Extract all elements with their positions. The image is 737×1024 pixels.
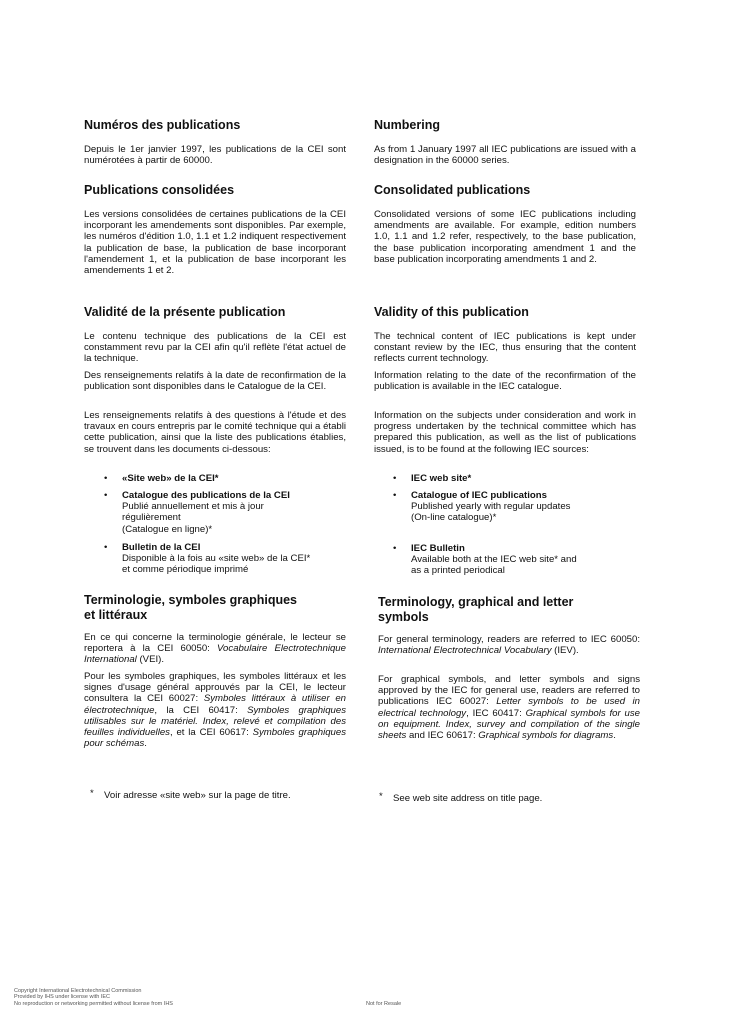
heading-terminologie: Terminologie, symboles graphiques et littéraux [84,593,298,622]
bullet-icon: • [393,490,397,501]
text-numeros: Depuis le 1er janvier 1997, les publications de la CEI sont numérotées à partir de 60000. [84,144,346,167]
bullet-icon: • [393,473,397,484]
footnote: * Voir adresse «site web» sur la page de titre. [90,788,291,801]
list-item: • «Site web» de la CEI* [104,473,219,484]
bullet-icon: • [104,490,108,501]
footnote-marker: * [379,791,383,802]
text-validite-2: Des renseignements relatifs à la date de reconfirmation de la publication sont disponibles dans le Catalogue de la CEI. [84,370,346,393]
text-numbering: As from 1 January 1997 all IEC publications are issued with a designation in the 60000 series. [374,144,636,167]
text-validity-1: The technical content of IEC publications is kept under constant review by the IEC, thus ensuring that the content reflects current technology. [374,331,636,365]
list-item: • Catalogue of IEC publications Published yearly with regular updates (On-line catalogue)* [393,490,571,524]
text-consolidees: Les versions consolidées de certaines publications de la CEI incorporant les amendements sont disponibles. Par exemple, les numéros d'édition 1.0, 1.1 et 1.2 indiquent respectivement la publication de base, la publication de base incorporant l'amendement 1, et la publication de base incorporant les amendements 1 et 2. [84,209,346,277]
list-item: • Bulletin de la CEI Disponible à la fois au «site web» de la CEI* et comme périodique imprimé [104,542,311,576]
list-item: • Catalogue des publications de la CEI Publié annuellement et mis à jour régulièrement (Catalogue en ligne)* [104,490,290,535]
text-terminology-1: For general terminology, readers are referred to IEC 60050: International Electrotechnical Vocabulary (IEV). [378,634,640,657]
heading-validity: Validity of this publication [374,305,529,319]
text-terminology-2: For graphical symbols, and letter symbols and signs approved by the IEC for general use, readers are referred to publications IEC 60027: Letter symbols to be used in electrical technology, IEC 60417: Graphical symbols for use on equipment. Index, survey and compilation of the single sheets and IEC 60617: Graphical symbols for diagrams. [378,674,640,742]
text-validite-1: Le contenu technique des publications de la CEI est constamment revu par la CEI afin qu'il reflète l'état actuel de la technique. [84,331,346,365]
heading-consolidated: Consolidated publications [374,183,531,197]
text-validite-3: Les renseignements relatifs à des questions à l'étude et des travaux en cours entrepris par le comité technique qui a établi cette publication, ainsi que la liste des publications établies, se trouvent dans les documents ci-dessous: [84,410,346,455]
footnote: * See web site address on title page. [379,791,543,804]
heading-numeros: Numéros des publications [84,118,241,132]
text-terminologie-2: Pour les symboles graphiques, les symboles littéraux et les signes d'usage général approuvés par la CEI, le lecteur consultera la CEI 60027: Symboles littéraux à utiliser en électrotechnique, la CEI 60417: Symboles graphiques utilisables sur le matériel. Index, relevé et compilation des feuilles individuelles, et la CEI 60617: Symboles graphiques pour schémas. [84,671,347,750]
resale-notice: Not for Resale [366,1001,402,1007]
heading-terminology: Terminology, graphical and letter symbols [378,595,574,624]
bullet-icon: • [104,473,108,484]
heading-consolidees: Publications consolidées [84,183,235,197]
footnote-marker: * [90,788,94,799]
bullet-icon: • [393,543,397,554]
text-validity-2: Information relating to the date of the reconfirmation of the publication is available in the IEC catalogue. [374,370,636,393]
copyright-footer: Copyright International Electrotechnical Commission Provided by IHS under license with IEC No reproduction or networking permitted without license from IHS [14,988,173,1007]
text-terminologie-1: En ce qui concerne la terminologie générale, le lecteur se reportera à la CEI 60050: Vocabulaire Electrotechnique International (VEI). [84,632,346,666]
list-item: • IEC Bulletin Available both at the IEC web site* and as a printed periodical [393,543,577,577]
text-consolidated: Consolidated versions of some IEC publications including amendments are available. For example, edition numbers 1.0, 1.1 and 1.2 refer, respectively, to the base publication, the base publication incorporating amendment 1 and the base publication incorporating amendments 1 and 2. [374,209,636,265]
heading-validite: Validité de la présente publication [84,305,286,319]
heading-numbering: Numbering [374,118,440,132]
bullet-icon: • [104,542,108,553]
text-validity-3: Information on the subjects under consideration and work in progress undertaken by the technical committee which has prepared this publication, as well as the list of publications issued, is to be found at the following IEC sources: [374,410,636,455]
list-item: • IEC web site* [393,473,472,484]
